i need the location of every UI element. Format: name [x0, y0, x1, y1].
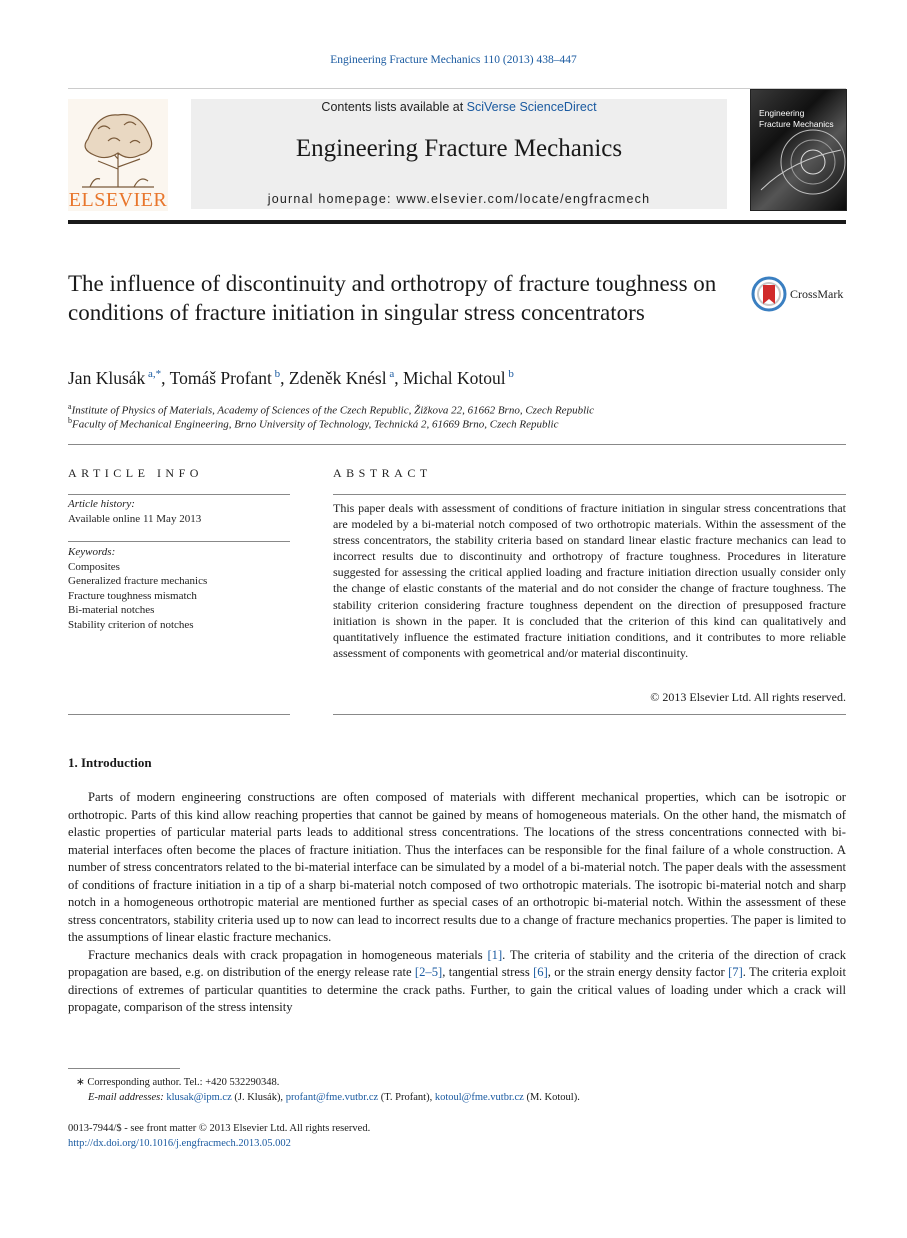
crossmark-label[interactable]: CrossMark [790, 287, 844, 301]
article-title: The influence of discontinuity and orthotropy of fracture toughness on conditions of fracture initiation in singular stress concentrators [68, 271, 717, 325]
paragraph-text: . The criteria exploit directions of extremes of particular quantities to determine the crack paths. Further, to gain the critical values of loading under which a crack will propagate, comparison of the stress intensity [68, 965, 846, 1014]
paragraph [68, 947, 846, 1017]
doi-link[interactable]: http://dx.doi.org/10.1016/j.engfracmech.2013.05.002 [68, 1137, 291, 1149]
keyword-list [68, 560, 290, 632]
introduction-heading: 1. Introduction [68, 755, 152, 770]
keywords-label: Keywords: [68, 546, 116, 558]
article-info-rule [68, 494, 290, 495]
paragraph-text: . The criteria of stability and the criteria of the direction of crack propagation are based, e.g. on distribution of the energy release rate [68, 947, 846, 979]
keywords-rule [68, 541, 290, 542]
abstract-heading: ABSTRACT [333, 466, 432, 480]
paragraph-text: , tangential stress [442, 965, 534, 979]
introduction-body [68, 789, 846, 1017]
email-link[interactable]: profant@fme.vutbr.cz [285, 1092, 379, 1103]
affiliation-text: Faculty of Mechanical Engineering, Brno University of Technology, Technická 2, 61669 Brno, Czech Republic [72, 418, 559, 431]
citation-link[interactable]: [7] [728, 965, 743, 979]
email-label: E-mail addresses: [88, 1092, 167, 1103]
paragraph-text: , or the strain energy density factor [547, 965, 729, 979]
email-owner: (T. Profant), [378, 1092, 435, 1103]
author-list: Jan Klusák $^{a,*}$, Tomáš Profant $^b$, Zdeněk Knésl $^a$, Michal Kotoul $^b$ [68, 368, 514, 388]
issn-line: 0013-7944/$ - see front matter © 2013 Elsevier Ltd. All rights reserved. [68, 1123, 371, 1134]
cover-title-line1: Engineering [759, 108, 805, 118]
paragraph-text: Fracture mechanics deals with crack propagation in homogeneous materials [88, 947, 488, 962]
corresponding-author-note: ∗ Corresponding author. Tel.: +420 532290348. [76, 1077, 280, 1088]
citation-link[interactable]: [1] [487, 947, 503, 962]
top-rule [68, 88, 846, 89]
author-affiliation-mark[interactable]: a [389, 368, 395, 381]
cover-title [759, 108, 843, 130]
abstract-copyright: © 2013 Elsevier Ltd. All rights reserved. [650, 690, 846, 704]
history-label: Article history: [68, 498, 135, 510]
email-link[interactable]: kotoul@fme.vutbr.cz [434, 1092, 524, 1103]
affiliation-text: Institute of Physics of Materials, Academy of Sciences of the Czech Republic, Žižkova 22, 61662 Brno, Czech Republic [71, 404, 595, 417]
journal-reference[interactable]: Engineering Fracture Mechanics 110 (2013) 438–447 [330, 54, 577, 66]
keyword: Bi-material notches [68, 604, 155, 617]
journal-title: Engineering Fracture Mechanics [295, 135, 623, 162]
header-rule [68, 220, 846, 224]
contents-prefix: Contents lists available at [321, 100, 467, 114]
keyword: Fracture toughness mismatch [68, 589, 197, 602]
paragraph: Parts of modern engineering constructions are often composed of materials with different mechanical properties, which can be isotropic or orthotropic. Parts of this kind allow reaching properties that cannot be gained by means of homogeneous materials. On the other hand, the mismatch of elastic properties of particular material parts leads to additional stress concentrations. The locations of the stress concentrations connected with bi-material interfaces often become the places of fracture initiation. Thus the interfaces can be responsible for the final failure of a whole construction. A number of stress concentrators related to the bi-material interface can be simulated by a model of a bi-material notch. The paper deals with the assessment of conditions of fracture initiation in a tip of a sharp bi-material notch composed of two orthotropic materials. The isotropic bi-material notch and sharp notch in a homogeneous orthotropic material are mentioned further as special cases of an orthotropic bi-material notch. Within the assessment of these stress concentrators, stability criteria used up to now can lead to incorrect results due to a change of fracture mechanics properties. The paper is limited to the assumptions of linear elastic fracture mechanics. [68, 790, 846, 944]
abstract-text: This paper deals with assessment of conditions of fracture initiation in singular stress concentrations that are modeled by a bi-material notch composed of two orthotropic materials. Within the assessment of the stress concentrators, the stability criteria based on standard linear elastic fracture mechanics can lead to incorrect results due to discontinuity and orthotropy of fracture toughness. Procedures in literature suggested for assessing the critical applied loading and fracture initiation direction usually consider only the change of elastic constants of the material and do not consider the change of fracture toughness. The stability criterion considering fracture toughness dependent on the direction of presupposed fracture initiation is shown in the paper. It is concluded that the criterion of this kind can qualitatively and quantitatively influence the estimated fracture initiation conditions, and it contributes to more reliable assessment of components with geometrical and/or material discontinuity. [333, 501, 846, 660]
affiliation [68, 416, 846, 431]
keyword: Stability criterion of notches [68, 618, 194, 631]
article-info-bottom-rule [68, 714, 290, 715]
footer [68, 1122, 846, 1151]
abstract-bottom-rule [333, 714, 846, 715]
homepage-url[interactable]: www.elsevier.com/locate/engfracmech [396, 192, 651, 206]
author-name: Jan Klusák [68, 368, 146, 388]
journal-cover-thumbnail [750, 89, 847, 211]
author-name: Michal Kotoul [403, 368, 506, 388]
journal-banner [191, 99, 727, 209]
sciencedirect-link[interactable]: SciVerse ScienceDirect [466, 100, 597, 114]
affiliation-mark: a [68, 402, 72, 411]
homepage-prefix: journal homepage: [267, 192, 397, 206]
keyword: Composites [68, 561, 120, 573]
affiliation-divider [68, 444, 846, 445]
email-footnote [88, 1092, 846, 1103]
author-affiliation-mark[interactable]: a,* [148, 368, 162, 381]
email-owner: (J. Klusák), [231, 1092, 286, 1103]
cover-title-line2: Fracture Mechanics [759, 119, 834, 129]
author-affiliation-mark[interactable]: b [508, 368, 514, 381]
author-name: Tomáš Profant [169, 368, 272, 388]
citation-link[interactable]: [6] [533, 965, 548, 979]
citation-link[interactable]: [2–5] [414, 965, 443, 979]
publisher-wordmark: ELSEVIER [68, 189, 168, 211]
email-link[interactable]: klusak@ipm.cz [166, 1092, 232, 1103]
history-value: Available online 11 May 2013 [68, 513, 202, 525]
homepage-line [191, 192, 727, 206]
footnote-rule [68, 1068, 180, 1069]
article-info-heading: ARTICLE INFO [68, 466, 203, 480]
contents-line [191, 100, 727, 114]
affiliation-mark: b [68, 416, 72, 425]
affiliation [68, 402, 846, 417]
abstract-rule [333, 494, 846, 495]
keyword: Generalized fracture mechanics [68, 575, 208, 588]
author-name: Zdeněk Knésl [288, 368, 387, 388]
crossmark-icon[interactable] [751, 276, 787, 312]
email-owner: (M. Kotoul). [523, 1092, 580, 1103]
author-affiliation-mark[interactable]: b [274, 368, 281, 381]
